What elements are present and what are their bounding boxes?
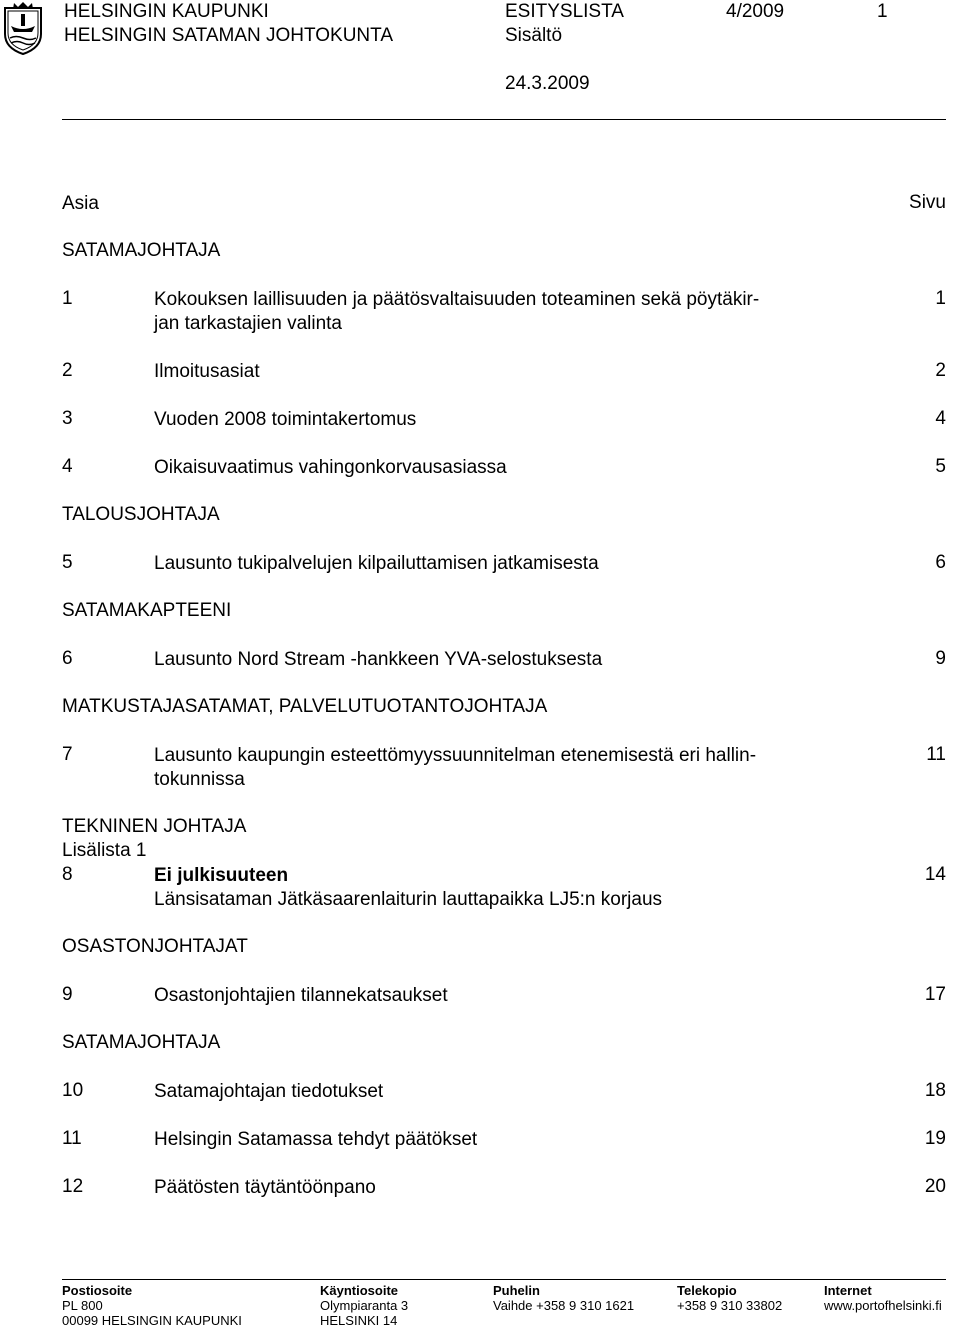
page-number: 1 [877,1,888,22]
item-number: 3 [62,408,73,429]
footer-postal-label: Postiosoite [62,1283,133,1298]
item-number: 8 [62,864,73,885]
item-title: Osastonjohtajien tilannekatsaukset [154,985,448,1006]
confidential-label: Ei julkisuuteen [154,865,289,886]
item-title: Lausunto Nord Stream -hankkeen YVA-selostuksesta [154,649,603,670]
footer-fax-line1: +358 9 310 33802 [677,1298,783,1313]
section-heading: TEKNINEN JOHTAJA [62,816,247,837]
footer-fax-label: Telekopio [677,1283,737,1298]
item-page: 11 [926,744,946,765]
item-page: 1 [935,288,946,309]
item-page: 20 [924,1176,946,1197]
item-number: 9 [62,984,73,1005]
item-number: 10 [62,1080,84,1101]
section-heading: SATAMAJOHTAJA [62,240,221,261]
item-title: Oikaisuvaatimus vahingonkorvausasiassa [154,457,507,478]
header-rule [62,119,946,120]
item-title: Helsingin Satamassa tehdyt päätökset [154,1129,478,1150]
section-heading: SATAMAJOHTAJA [62,1032,221,1053]
footer-phone-line1: Vaihde +358 9 310 1621 [493,1298,635,1313]
item-title: Kokouksen laillisuuden ja päätösvaltaisuuden toteaminen sekä pöytäkir- [154,289,760,310]
item-page: 5 [935,456,946,477]
doc-number: 4/2009 [726,1,785,22]
item-title: Ilmoitusasiat [154,361,260,382]
footer-visit [320,1283,408,1328]
footer-visit-label: Käyntiosoite [320,1283,399,1298]
org-board: HELSINGIN SATAMAN JOHTOKUNTA [64,25,394,46]
footer-phone [493,1283,634,1313]
org-name: HELSINGIN KAUPUNKI [64,1,269,22]
footer-web-label: Internet [824,1283,872,1298]
supplement-label: Lisälista 1 [62,840,147,861]
footer-rule [62,1279,946,1280]
item-number: 5 [62,552,73,573]
item-number: 7 [62,744,73,765]
item-page: 19 [924,1128,946,1149]
item-page: 9 [935,648,946,669]
item-number: 11 [62,1128,82,1149]
column-page-heading: Sivu [909,192,946,213]
item-title: Satamajohtajan tiedotukset [154,1081,384,1102]
item-number: 4 [62,456,73,477]
item-title-cont: tokunnissa [154,769,245,790]
item-title-cont: jan tarkastajien valinta [154,313,342,334]
footer-postal [62,1283,242,1328]
section-heading: TALOUSJOHTAJA [62,504,220,525]
item-page: 14 [924,864,946,885]
item-title: Länsisataman Jätkäsaarenlaiturin lauttapaikka LJ5:n korjaus [154,889,663,910]
footer-phone-label: Puhelin [493,1283,540,1298]
footer-web [824,1283,942,1313]
footer-visit-line1: Olympiaranta 3 [320,1298,409,1313]
footer-web-link[interactable]: www.portofhelsinki.fi [824,1298,942,1313]
item-page: 2 [935,360,946,381]
item-number: 2 [62,360,73,381]
item-page: 18 [924,1080,946,1101]
item-number: 6 [62,648,73,669]
item-page: 4 [935,408,946,429]
footer-fax [677,1283,782,1313]
footer-visit-line2: HELSINKI 14 [320,1313,398,1328]
item-title: Päätösten täytäntöönpano [154,1177,376,1198]
item-title: Lausunto kaupungin esteettömyyssuunnitelman etenemisestä eri hallin- [154,745,757,766]
helsinki-coat-of-arms-logo [2,2,44,56]
item-page: 6 [935,552,946,573]
doc-subtitle: Sisältö [505,25,563,46]
column-subject-heading: Asia [62,193,99,214]
section-heading: MATKUSTAJASATAMAT, PALVELUTUOTANTOJOHTAJA [62,696,548,717]
meeting-date: 24.3.2009 [505,73,590,94]
item-page: 17 [924,984,946,1005]
item-title: Lausunto tukipalvelujen kilpailuttamisen jatkamisesta [154,553,599,574]
footer-postal-line1: PL 800 [62,1298,103,1313]
item-number: 12 [62,1176,84,1197]
section-heading: OSASTONJOHTAJAT [62,936,248,957]
item-title: Vuoden 2008 toimintakertomus [154,409,417,430]
footer-postal-line2: 00099 HELSINGIN KAUPUNKI [62,1313,242,1328]
section-heading: SATAMAKAPTEENI [62,600,232,621]
item-number: 1 [62,288,73,309]
doc-type: ESITYSLISTA [505,1,624,22]
